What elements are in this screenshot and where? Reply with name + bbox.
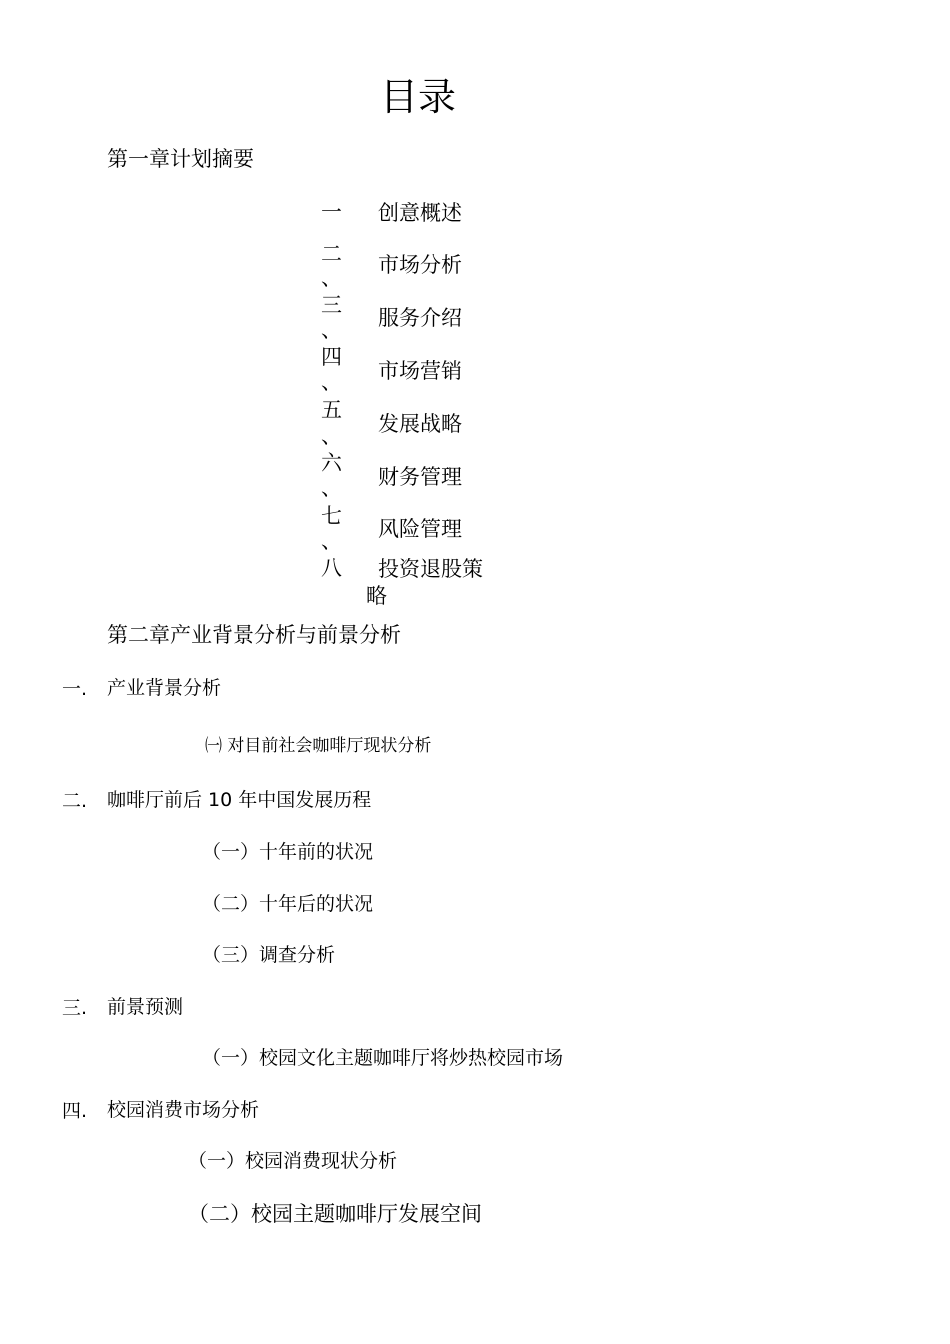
ch1-numeral: 一 xyxy=(321,200,342,224)
subsection-item: （二）校园主题咖啡厅发展空间 xyxy=(188,1202,482,1226)
section-number: 三. xyxy=(62,997,88,1019)
ch1-numeral: 五 xyxy=(321,398,342,422)
subsection-item: ㈠ 对目前社会咖啡厅现状分析 xyxy=(205,736,432,756)
section-label: 咖啡厅前后 10 年中国发展历程 xyxy=(107,789,372,811)
section-number: 四. xyxy=(62,1100,88,1122)
ch1-item: 投资退股策 xyxy=(378,557,483,581)
ch1-numeral: 、 xyxy=(321,318,342,342)
ch1-numeral: 三 xyxy=(321,293,342,317)
ch1-overflow-clip xyxy=(366,584,396,608)
ch1-item: 服务介绍 xyxy=(378,306,462,330)
subsection-item: （一）校园文化主题咖啡厅将炒热校园市场 xyxy=(202,1047,564,1069)
ch1-numeral: 、 xyxy=(321,529,342,553)
ch1-numeral: 、 xyxy=(321,476,342,500)
ch1-item: 市场分析 xyxy=(378,253,462,277)
ch1-numeral: 、 xyxy=(321,266,342,290)
ch1-numeral: 七 xyxy=(321,504,342,528)
ch1-item: 风险管理 xyxy=(378,517,462,541)
ch1-item: 财务管理 xyxy=(378,465,462,489)
ch1-numeral: 六 xyxy=(321,451,342,475)
section-number: 一. xyxy=(62,678,88,700)
ch1-numeral: 四 xyxy=(321,345,342,369)
subsection-item: （三）调查分析 xyxy=(202,944,336,966)
subsection-item: （一）校园消费现状分析 xyxy=(188,1150,398,1172)
section-number: 二. xyxy=(62,790,88,812)
ch1-numeral: 、 xyxy=(321,370,342,394)
ch1-item: 创意概述 xyxy=(378,201,462,225)
chapter1-heading: 第一章计划摘要 xyxy=(107,147,254,171)
subsection-item: （一）十年前的状况 xyxy=(202,841,374,863)
ch1-numeral: 八 xyxy=(321,556,342,580)
section-label: 产业背景分析 xyxy=(107,677,222,699)
page-title: 目录 xyxy=(380,75,457,119)
section-label: 前景预测 xyxy=(107,996,184,1018)
ch1-item: 发展战略 xyxy=(378,412,462,436)
chapter2-heading: 第二章产业背景分析与前景分析 xyxy=(107,623,401,647)
ch1-numeral: 、 xyxy=(321,424,342,448)
ch1-item: 市场营销 xyxy=(378,359,462,383)
ch1-numeral: 二 xyxy=(321,242,342,266)
subsection-item: （二）十年后的状况 xyxy=(202,893,374,915)
section-label: 校园消费市场分析 xyxy=(107,1099,260,1121)
ch1-overflow-fragment: 略 xyxy=(366,584,387,608)
